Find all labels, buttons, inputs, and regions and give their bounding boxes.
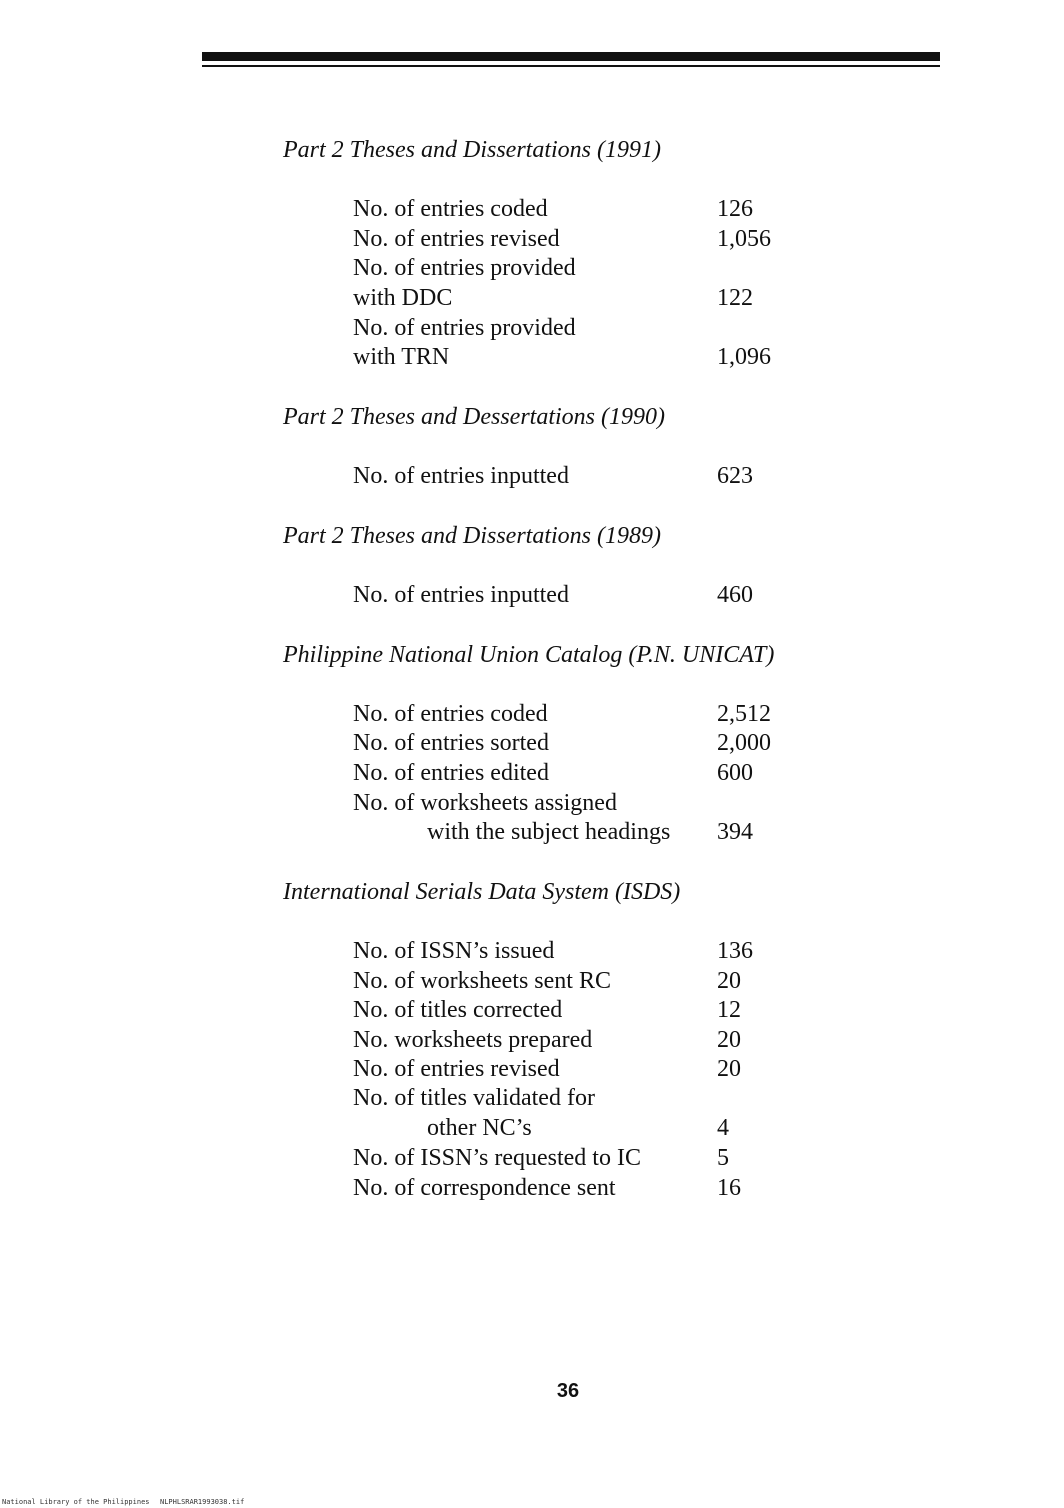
header-rule-thin [202,65,940,67]
table-row [353,699,873,729]
table-row [353,1173,873,1203]
row-value: 5 [717,1145,729,1171]
row-value: 1,096 [717,344,771,370]
footer-source: National Library of the Philippines [2,1498,150,1506]
row-value: 16 [717,1175,741,1201]
table-row [353,224,873,254]
row-value: 394 [717,819,753,845]
row-value: 20 [717,968,741,994]
table-row [353,253,873,283]
row-label: No. of ISSN’s requested to IC [353,1145,641,1171]
row-value: 600 [717,760,753,786]
table-row [353,728,873,758]
table-row [353,194,873,224]
table-row [353,788,873,818]
row-label: No. of entries revised [353,1056,560,1082]
row-value: 2,512 [717,701,771,727]
table-row [353,313,873,343]
row-label: with TRN [353,344,450,370]
row-value: 126 [717,196,753,222]
table-row [353,936,873,966]
page-number: 36 [556,1380,580,1402]
table-row [353,461,873,491]
row-value: 122 [717,285,753,311]
table-row [353,1025,873,1055]
table-row [353,1143,873,1173]
section-heading-theses-1991: Part 2 Theses and Dissertations (1991) [283,137,661,163]
header-rule-thick [202,52,940,61]
table-row [353,966,873,996]
section-heading-theses-1990: Part 2 Theses and Dessertations (1990) [283,404,665,430]
row-value: 1,056 [717,226,771,252]
row-label: No. of entries revised [353,226,560,252]
table-row [353,817,873,847]
table-row [353,995,873,1025]
row-value: 460 [717,582,753,608]
row-label: No. of titles validated for [353,1085,595,1111]
row-label: No. of entries provided [353,255,576,281]
row-label: No. of entries inputted [353,582,569,608]
row-value: 20 [717,1027,741,1053]
section-heading-theses-1989: Part 2 Theses and Dissertations (1989) [283,523,661,549]
table-row [353,1083,873,1113]
row-value: 623 [717,463,753,489]
row-value: 20 [717,1056,741,1082]
row-value: 136 [717,938,753,964]
section-heading-pn-unicat: Philippine National Union Catalog (P.N. UNICAT) [283,642,775,668]
row-label: No. of titles corrected [353,997,563,1023]
row-label: other NC’s [427,1115,532,1141]
row-label: with DDC [353,285,453,311]
row-label: No. of worksheets sent RC [353,968,611,994]
row-label: No. of entries coded [353,196,548,222]
table-row [353,758,873,788]
row-value: 12 [717,997,741,1023]
table-row [353,1054,873,1084]
table-row [353,342,873,372]
section-heading-isds: International Serials Data System (ISDS) [283,879,681,905]
table-row [353,580,873,610]
row-label: No. of worksheets assigned [353,790,617,816]
row-label: No. of entries sorted [353,730,549,756]
row-label: No. of correspondence sent [353,1175,616,1201]
row-label: No. of entries coded [353,701,548,727]
row-value: 4 [717,1115,729,1141]
row-label: No. worksheets prepared [353,1027,593,1053]
row-value: 2,000 [717,730,771,756]
row-label: No. of ISSN’s issued [353,938,555,964]
table-row [353,283,873,313]
row-label: with the subject headings [427,819,671,845]
row-label: No. of entries edited [353,760,549,786]
footer-filename: NLPHLSRAR1993038.tif [160,1498,245,1506]
row-label: No. of entries provided [353,315,576,341]
table-row [353,1113,873,1143]
row-label: No. of entries inputted [353,463,569,489]
